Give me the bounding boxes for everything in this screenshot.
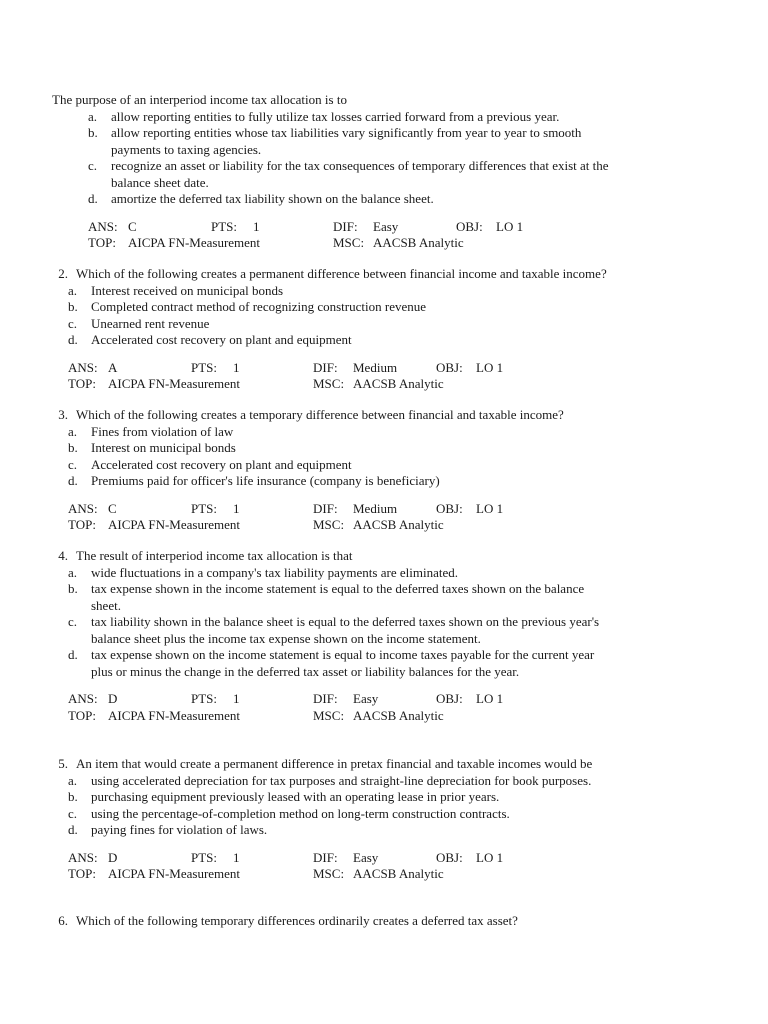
- metadata-row-1: [68, 850, 630, 867]
- msc-field-value: AACSB Analytic: [353, 707, 444, 723]
- choice-letter: c.: [68, 805, 78, 821]
- dif-field-label: DIF:: [333, 218, 358, 234]
- pts-field-label: PTS:: [191, 691, 218, 706]
- ans-field-label: ANS:: [68, 500, 98, 516]
- choice-text: recognize an asset or liability for the tax consequences of temporary differences that exist at the balance sheet date.: [111, 158, 609, 190]
- ans-field-label: ANS:: [68, 691, 98, 706]
- msc-field-value: AACSB Analytic: [353, 866, 444, 881]
- top-field: [88, 235, 333, 252]
- choice-letter: d.: [88, 191, 98, 206]
- dif-field-value: Medium: [353, 359, 398, 375]
- ans-field-value: D: [108, 691, 118, 706]
- pts-field: [191, 360, 313, 377]
- choice-text: allow reporting entities whose tax liabilities vary significantly from year to year to smooth payments to taxing agencies.: [111, 125, 582, 157]
- choice-d: [68, 822, 630, 839]
- choice-a: [88, 109, 652, 126]
- obj-field-value: LO 1: [476, 849, 504, 865]
- choice-a: [68, 565, 630, 582]
- top-field-value: AICPA FN-Measurement: [108, 707, 241, 723]
- top-field-label: TOP:: [68, 376, 96, 391]
- pts-field-label: PTS:: [211, 218, 238, 234]
- choice-letter: b.: [68, 299, 78, 314]
- ans-field-value: C: [108, 500, 117, 516]
- pts-field-label: PTS:: [191, 500, 218, 516]
- choice-text: amortize the deferred tax liability shown on the balance sheet.: [111, 191, 434, 206]
- choice-d: [68, 332, 630, 349]
- ans-field-label: ANS:: [68, 849, 98, 865]
- pts-field-value: 1: [253, 218, 260, 234]
- choice-letter: c.: [68, 614, 78, 629]
- choice-a: [68, 283, 630, 300]
- question-3: [30, 407, 630, 534]
- choice-letter: b.: [88, 125, 98, 140]
- dif-field: [313, 501, 436, 518]
- question-text: Which of the following creates a temporary difference between financial and taxable income?: [76, 407, 564, 422]
- choice-text: allow reporting entities to fully utilize tax losses carried forward from a previous year.: [111, 108, 560, 124]
- pts-field-value: 1: [233, 500, 240, 516]
- choice-text: tax liability shown in the balance sheet is equal to the deferred taxes shown on the previous year's balance sheet plus the income tax expense shown on the income statement.: [91, 614, 600, 646]
- question-text: Which of the following creates a permanent difference between financial income and taxable income?: [76, 266, 607, 281]
- top-field-label: TOP:: [68, 866, 96, 881]
- question-text: The result of interperiod income tax allocation is that: [76, 548, 353, 563]
- obj-field-value: LO 1: [476, 691, 504, 706]
- obj-field-value: LO 1: [476, 500, 504, 516]
- obj-field-label: OBJ:: [456, 218, 483, 234]
- top-field-value: AICPA FN-Measurement: [108, 517, 241, 532]
- answer-metadata: [68, 691, 630, 724]
- obj-field: [436, 501, 516, 518]
- answer-choices: [30, 565, 630, 681]
- pts-field-value: 1: [233, 691, 240, 706]
- obj-field-value: LO 1: [496, 218, 524, 234]
- question-number: 2.: [58, 266, 68, 281]
- question-stem: [30, 756, 630, 773]
- choice-letter: d.: [68, 473, 78, 488]
- msc-field-label: MSC:: [313, 376, 345, 391]
- msc-field-label: MSC:: [313, 517, 345, 532]
- dif-field: [333, 219, 456, 236]
- obj-field-label: OBJ:: [436, 691, 463, 706]
- obj-field-label: OBJ:: [436, 500, 463, 516]
- top-field: [68, 376, 313, 393]
- top-field-value: AICPA FN-Measurement: [128, 235, 261, 250]
- choice-text: using accelerated depreciation for tax purposes and straight-line depreciation for book purposes.: [91, 772, 592, 788]
- choice-text: wide fluctuations in a company's tax liability payments are eliminated.: [91, 564, 458, 580]
- metadata-row-2: [88, 235, 652, 252]
- ans-field-value: D: [108, 849, 118, 865]
- choice-b: [68, 789, 630, 806]
- answer-metadata: [68, 360, 630, 393]
- answer-choices: [52, 109, 652, 208]
- ans-field-label: ANS:: [88, 218, 118, 234]
- question-number: 3.: [58, 407, 68, 422]
- msc-field: [313, 708, 444, 725]
- choice-letter: d.: [68, 332, 78, 347]
- metadata-row-2: [68, 866, 630, 883]
- answer-metadata: [88, 219, 652, 252]
- choice-c: [68, 457, 630, 474]
- dif-field-value: Easy: [353, 849, 379, 865]
- msc-field-value: AACSB Analytic: [353, 376, 444, 391]
- choice-c: [68, 316, 630, 333]
- top-field: [68, 517, 313, 534]
- answer-choices: [30, 424, 630, 490]
- ans-field: [68, 501, 191, 518]
- obj-field-value: LO 1: [476, 359, 504, 375]
- pts-field-label: PTS:: [191, 849, 218, 865]
- ans-field-value: C: [128, 218, 137, 234]
- choice-letter: b.: [68, 581, 78, 596]
- obj-field: [456, 219, 536, 236]
- choice-text: paying fines for violation of laws.: [91, 822, 268, 837]
- choice-text: Interest on municipal bonds: [91, 440, 236, 455]
- question-stem: [30, 913, 630, 930]
- ans-field: [68, 850, 191, 867]
- top-field-label: TOP:: [68, 707, 96, 723]
- msc-field-label: MSC:: [313, 707, 345, 723]
- choice-b: [68, 299, 630, 316]
- pts-field-label: PTS:: [191, 359, 218, 375]
- dif-field-value: Easy: [373, 218, 399, 234]
- pts-field-value: 1: [233, 359, 240, 375]
- top-field-label: TOP:: [88, 235, 116, 250]
- question-6: [30, 913, 630, 930]
- pts-field: [191, 501, 313, 518]
- choice-b: [68, 581, 630, 614]
- choice-letter: c.: [68, 456, 78, 472]
- msc-field: [313, 866, 444, 883]
- choice-letter: c.: [68, 315, 78, 331]
- dif-field-label: DIF:: [313, 849, 338, 865]
- dif-field: [313, 850, 436, 867]
- top-field-label: TOP:: [68, 517, 96, 532]
- pts-field: [191, 850, 313, 867]
- obj-field: [436, 850, 516, 867]
- metadata-row-2: [68, 376, 630, 393]
- choice-text: Fines from violation of law: [91, 423, 234, 439]
- choice-text: using the percentage-of-completion method on long-term construction contracts.: [91, 805, 510, 821]
- choice-letter: a.: [68, 772, 78, 788]
- top-field: [68, 708, 313, 725]
- msc-field: [313, 517, 444, 534]
- dif-field-label: DIF:: [313, 691, 338, 706]
- msc-field-value: AACSB Analytic: [353, 517, 444, 532]
- pts-field-value: 1: [233, 849, 240, 865]
- choice-c: [68, 614, 630, 647]
- top-field-value: AICPA FN-Measurement: [108, 376, 241, 391]
- choice-c: [68, 806, 630, 823]
- msc-field-value: AACSB Analytic: [373, 235, 464, 250]
- choice-text: Unearned rent revenue: [91, 315, 210, 331]
- msc-field: [333, 235, 464, 252]
- question-number: 5.: [58, 756, 68, 771]
- choice-text: tax expense shown on the income statement is equal to income taxes payable for the current year plus or minus the change in the deferred tax asset or liability balances for the year.: [91, 647, 595, 679]
- question-1: [52, 92, 652, 252]
- question-stem: [30, 266, 630, 283]
- choice-b: [68, 440, 630, 457]
- msc-field: [313, 376, 444, 393]
- dif-field-value: Easy: [353, 691, 379, 706]
- metadata-row-2: [68, 517, 630, 534]
- ans-field-label: ANS:: [68, 359, 98, 375]
- question-text: The purpose of an interperiod income tax allocation is to: [52, 92, 347, 107]
- ans-field: [68, 691, 191, 708]
- ans-field: [68, 360, 191, 377]
- metadata-row-1: [68, 691, 630, 708]
- choice-text: tax expense shown in the income statement is equal to the deferred taxes shown on the balance sheet.: [91, 581, 585, 613]
- choice-letter: d.: [68, 647, 78, 662]
- question-5: [30, 756, 630, 883]
- choice-b: [88, 125, 652, 158]
- answer-choices: [30, 773, 630, 839]
- dif-field: [313, 691, 436, 708]
- question-text: An item that would create a permanent difference in pretax financial and taxable incomes would be: [76, 756, 593, 771]
- choice-text: Accelerated cost recovery on plant and equipment: [91, 456, 352, 472]
- obj-field-label: OBJ:: [436, 849, 463, 865]
- choice-letter: a.: [88, 108, 98, 124]
- choice-text: Interest received on municipal bonds: [91, 282, 284, 298]
- metadata-row-1: [68, 501, 630, 518]
- question-2: [30, 266, 630, 393]
- choice-text: Premiums paid for officer's life insurance (company is beneficiary): [91, 473, 440, 488]
- choice-letter: a.: [68, 282, 78, 298]
- choice-a: [68, 424, 630, 441]
- metadata-row-2: [68, 708, 630, 725]
- choice-text: Completed contract method of recognizing construction revenue: [91, 299, 426, 314]
- choice-letter: a.: [68, 423, 78, 439]
- question-number: 6.: [58, 913, 68, 928]
- msc-field-label: MSC:: [333, 235, 365, 250]
- question-stem: [30, 548, 630, 565]
- msc-field-label: MSC:: [313, 866, 345, 881]
- question-stem: [52, 92, 652, 109]
- dif-field: [313, 360, 436, 377]
- choice-letter: d.: [68, 822, 78, 837]
- pts-field: [211, 219, 333, 236]
- choice-c: [88, 158, 652, 191]
- top-field-value: AICPA FN-Measurement: [108, 866, 241, 881]
- dif-field-label: DIF:: [313, 500, 338, 516]
- question-4: [30, 548, 630, 724]
- choice-d: [68, 473, 630, 490]
- dif-field-label: DIF:: [313, 359, 338, 375]
- choice-a: [68, 773, 630, 790]
- obj-field: [436, 360, 516, 377]
- obj-field: [436, 691, 516, 708]
- ans-field: [88, 219, 211, 236]
- choice-text: Accelerated cost recovery on plant and equipment: [91, 332, 352, 347]
- obj-field-label: OBJ:: [436, 359, 463, 375]
- ans-field-value: A: [108, 359, 118, 375]
- choice-d: [88, 191, 652, 208]
- dif-field-value: Medium: [353, 500, 398, 516]
- choice-letter: c.: [88, 158, 98, 173]
- pts-field: [191, 691, 313, 708]
- choice-d: [68, 647, 630, 680]
- choice-letter: b.: [68, 789, 78, 804]
- top-field: [68, 866, 313, 883]
- answer-metadata: [68, 850, 630, 883]
- question-text: Which of the following temporary differences ordinarily creates a deferred tax asset?: [76, 913, 518, 928]
- choice-letter: a.: [68, 564, 78, 580]
- choice-letter: b.: [68, 440, 78, 455]
- metadata-row-1: [88, 219, 652, 236]
- metadata-row-1: [68, 360, 630, 377]
- question-stem: [30, 407, 630, 424]
- question-number: 4.: [58, 548, 68, 563]
- answer-metadata: [68, 501, 630, 534]
- choice-text: purchasing equipment previously leased with an operating lease in prior years.: [91, 789, 500, 804]
- answer-choices: [30, 283, 630, 349]
